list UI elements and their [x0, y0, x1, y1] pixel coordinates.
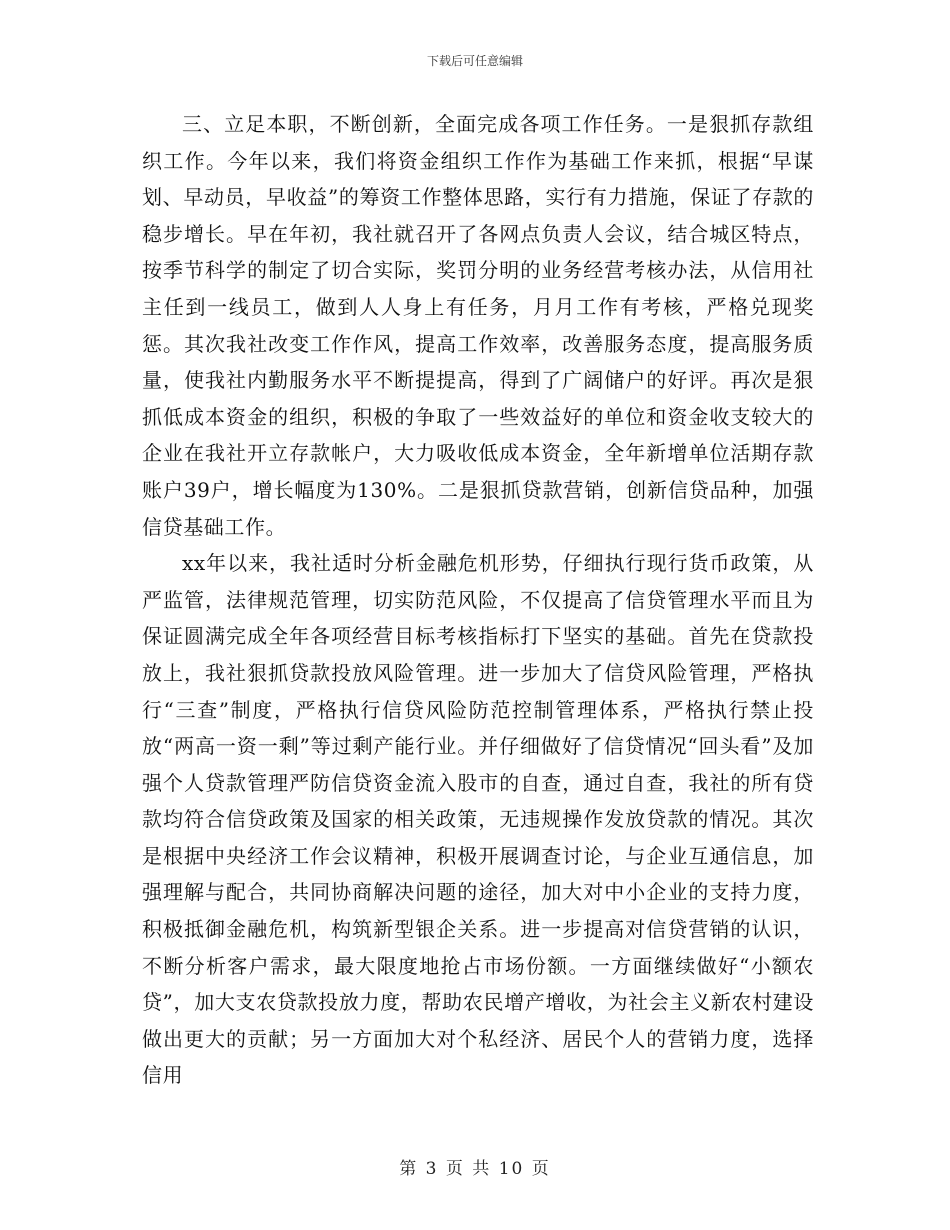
page-number-footer: 第 3 页 共 10 页 — [399, 1159, 551, 1179]
paragraph-section-three: 三、立足本职，不断创新，全面完成各项工作任务。一是狠抓存款组织工作。今年以来，我们将资金组织工作作为基础工作来抓，根据“早谋划、早动员，早收益”的筹资工作整体思路，实行有力措施，保证了存款的稳步增长。早在年初，我社就召开了各网点负责人会议，结合城区特点，按季节科学的制定了切合实际，奖罚分明的业务经营考核办法，从信用社主任到一线员工，做到人人身上有任务，月月工作有考核，严格兑现奖惩。其次我社改变工作作风，提高工作效率，改善服务态度，提高服务质量，使我社内勤服务水平不断提提高，得到了广阔储户的好评。再次是狠抓低成本资金的组织，积极的争取了一些效益好的单位和资金收支较大的企业在我社开立存款帐户，大力吸收低成本资金，全年新增单位活期存款账户39户，增长幅度为130%。二是狠抓贷款营销，创新信贷品种，加强信贷基础工作。 — [142, 112, 814, 539]
paragraph-credit-management: xx年以来，我社适时分析金融危机形势，仔细执行现行货币政策，从严监管，法律规范管理，切实防范风险，不仅提高了信贷管理水平而且为保证圆满完成全年各项经营目标考核指标打下坚实的基础。首先在贷款投放上，我社狠抓贷款投放风险管理。进一步加大了信贷风险管理，严格执行“三查”制度，严格执行信贷风险防范控制管理体系，严格执行禁止投放“两高一资一剩”等过剩产能行业。并仔细做好了信贷情况“回头看”及加强个人贷款管理严防信贷资金流入股市的自查，通过自查，我社的所有贷款均符合信贷政策及国家的相关政策，无违规操作发放贷款的情况。其次是根据中央经济工作会议精神，积极开展调查讨论，与企业互通信息，加强理解与配合，共同协商解决问题的途径，加大对中小企业的支持力度，积极抵御金融危机，构筑新型银企关系。进一步提高对信贷营销的认识，不断分析客户需求，最大限度地抢占市场份额。一方面继续做好“小额农贷”，加大支农贷款投放力度，帮助农民增产增收，为社会主义新农村建设做出更大的贡献；另一方面加大对个私经济、居民个人的营销力度，选择信用 — [142, 551, 814, 1088]
document-body — [142, 106, 814, 1094]
page-header: 下载后可任意编辑 — [426, 54, 523, 68]
